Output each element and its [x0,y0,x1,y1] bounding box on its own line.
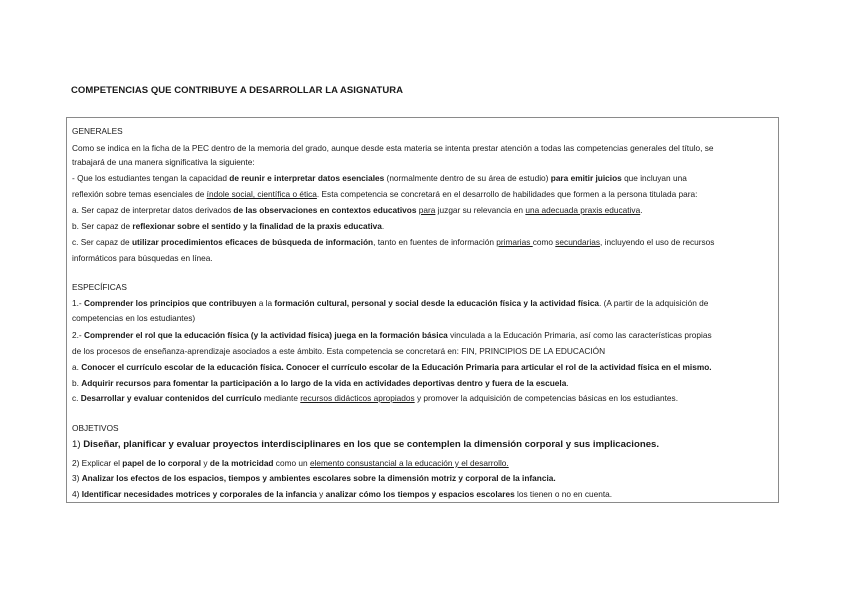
objetivos-line-1: 1) Diseñar, planificar y evaluar proyectos interdisciplinares en los que se contemplen la dimensión corporal y sus implicaciones. [72,439,660,450]
section-heading-generales: GENERALES [72,126,123,136]
especificas-line-4: de los procesos de enseñanza-aprendizaje asociados a este ámbito. Esta competencia se concretará en: FIN, PRINCIPIOS DE LA EDUCACIÓN [72,346,606,356]
generales-line-1: Como se indica en la ficha de la PEC dentro de la memoria del grado, aunque desde esta materia se intenta prestar atención a todas las competencias generales del título, se [72,143,714,153]
generales-line-5: a. Ser capaz de interpretar datos derivados de las observaciones en contextos educativos para juzgar su relevancia en una adecuada praxis educativa. [72,205,643,215]
generales-line-4: reflexión sobre temas esenciales de índole social, científica o ética. Esta competencia se concretará en el desarrollo de habilidades que formen a la persona titulada para: [72,189,698,199]
objetivos-line-2: 2) Explicar el papel de lo corporal y de la motricidad como un elemento consustancial a la educación y el desarrollo. [72,458,509,468]
generales-line-2: trabajará de una manera significativa la siguiente: [72,157,255,167]
generales-line-8: informáticos para búsquedas en línea. [72,253,213,263]
section-heading-objetivos: OBJETIVOS [72,423,119,433]
generales-line-3: - Que los estudiantes tengan la capacidad de reunir e interpretar datos esenciales (normalmente dentro de su área de estudio) para emitir juicios que incluyan una [72,173,687,183]
especificas-line-1: 1.- Comprender los principios que contribuyen a la formación cultural, personal y social desde la educación física y la actividad física. (A partir de la adquisición de [72,298,709,308]
document-title: COMPETENCIAS QUE CONTRIBUYE A DESARROLLAR LA ASIGNATURA [71,85,404,96]
objetivos-line-3: 3) Analizar los efectos de los espacios, tiempos y ambientes escolares sobre la dimensión motriz y corporal de la infancia. [72,473,556,483]
especificas-line-5: a. Conocer el currículo escolar de la educación física. Conocer el currículo escolar de la Educación Primaria para articular el rol de la actividad física en el mismo. [72,362,712,372]
objetivos-line-4: 4) Identificar necesidades motrices y corporales de la infancia y analizar cómo los tiempos y espacios escolares los tienen o no en cuenta. [72,489,613,499]
generales-line-6: b. Ser capaz de reflexionar sobre el sentido y la finalidad de la praxis educativa. [72,221,385,231]
especificas-line-3: 2.- Comprender el rol que la educación física (y la actividad física) juega en la formación básica vinculada a la Educación Primaria, así como las características propias [72,330,712,340]
section-heading-especificas: ESPECÍFICAS [72,282,127,292]
especificas-line-7: c. Desarrollar y evaluar contenidos del currículo mediante recursos didácticos apropiados y promover la adquisición de competencias básicas en los estudiantes. [72,393,678,403]
especificas-line-2: competencias en los estudiantes) [72,313,196,323]
especificas-line-6: b. Adquirir recursos para fomentar la participación a lo largo de la vida en actividades deportivas dentro y fuera de la escuela. [72,378,569,388]
generales-line-7: c. Ser capaz de utilizar procedimientos eficaces de búsqueda de información, tanto en fuentes de información primarias como secundarias, incluyendo el uso de recursos [72,237,715,247]
